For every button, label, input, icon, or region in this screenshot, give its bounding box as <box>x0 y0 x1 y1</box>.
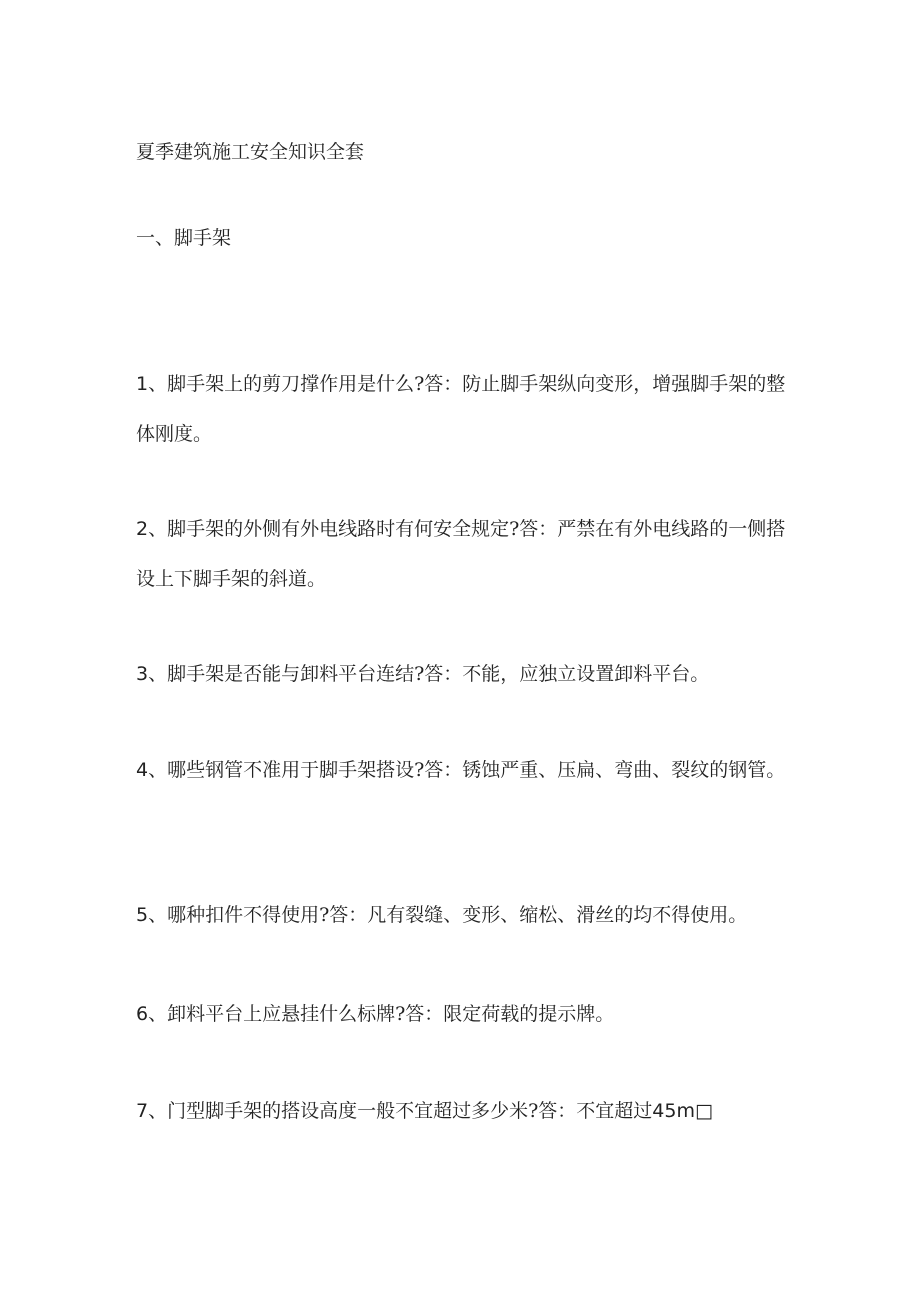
qa-text: 、脚手架是否能与卸料平台连结?答：不能，应独立设置卸料平台。 <box>148 663 710 685</box>
qa-number: 2 <box>136 518 149 540</box>
qa-item <box>136 745 786 795</box>
document-title: 夏季建筑施工安全知识全套 <box>136 141 365 163</box>
qa-item <box>136 359 786 459</box>
qa-number: 6 <box>136 1003 149 1025</box>
qa-text: 、脚手架的外侧有外电线路时有何安全规定?答：严禁在有外电线路的一侧搭设上下脚手架的斜道。 <box>136 518 786 590</box>
qa-text: 、哪种扣件不得使用?答：凡有裂缝、变形、缩松、滑丝的均不得使用。 <box>148 904 748 926</box>
qa-text: 、卸料平台上应悬挂什么标牌?答：限定荷载的提示牌。 <box>148 1003 615 1025</box>
qa-item <box>136 890 786 940</box>
section-heading: 一、脚手架 <box>136 227 232 249</box>
qa-number: 5 <box>136 904 149 926</box>
qa-text: 、脚手架上的剪刀撑作用是什么?答：防止脚手架纵向变形，增强脚手架的整体刚度。 <box>136 373 786 445</box>
qa-number: 4 <box>136 759 149 781</box>
qa-item <box>136 504 786 604</box>
qa-answer-value: 45m□ <box>652 1100 713 1122</box>
qa-item <box>136 1086 786 1136</box>
qa-text: 、门型脚手架的搭设高度一般不宜超过多少米?答：不宜超过 <box>148 1100 653 1122</box>
qa-item <box>136 649 786 699</box>
qa-item <box>136 989 786 1039</box>
qa-number: 1 <box>136 373 149 395</box>
qa-text: 、哪些钢管不准用于脚手架搭设?答：锈蚀严重、压扁、弯曲、裂纹的钢管。 <box>148 759 786 781</box>
qa-number: 3 <box>136 663 149 685</box>
qa-number: 7 <box>136 1100 149 1122</box>
